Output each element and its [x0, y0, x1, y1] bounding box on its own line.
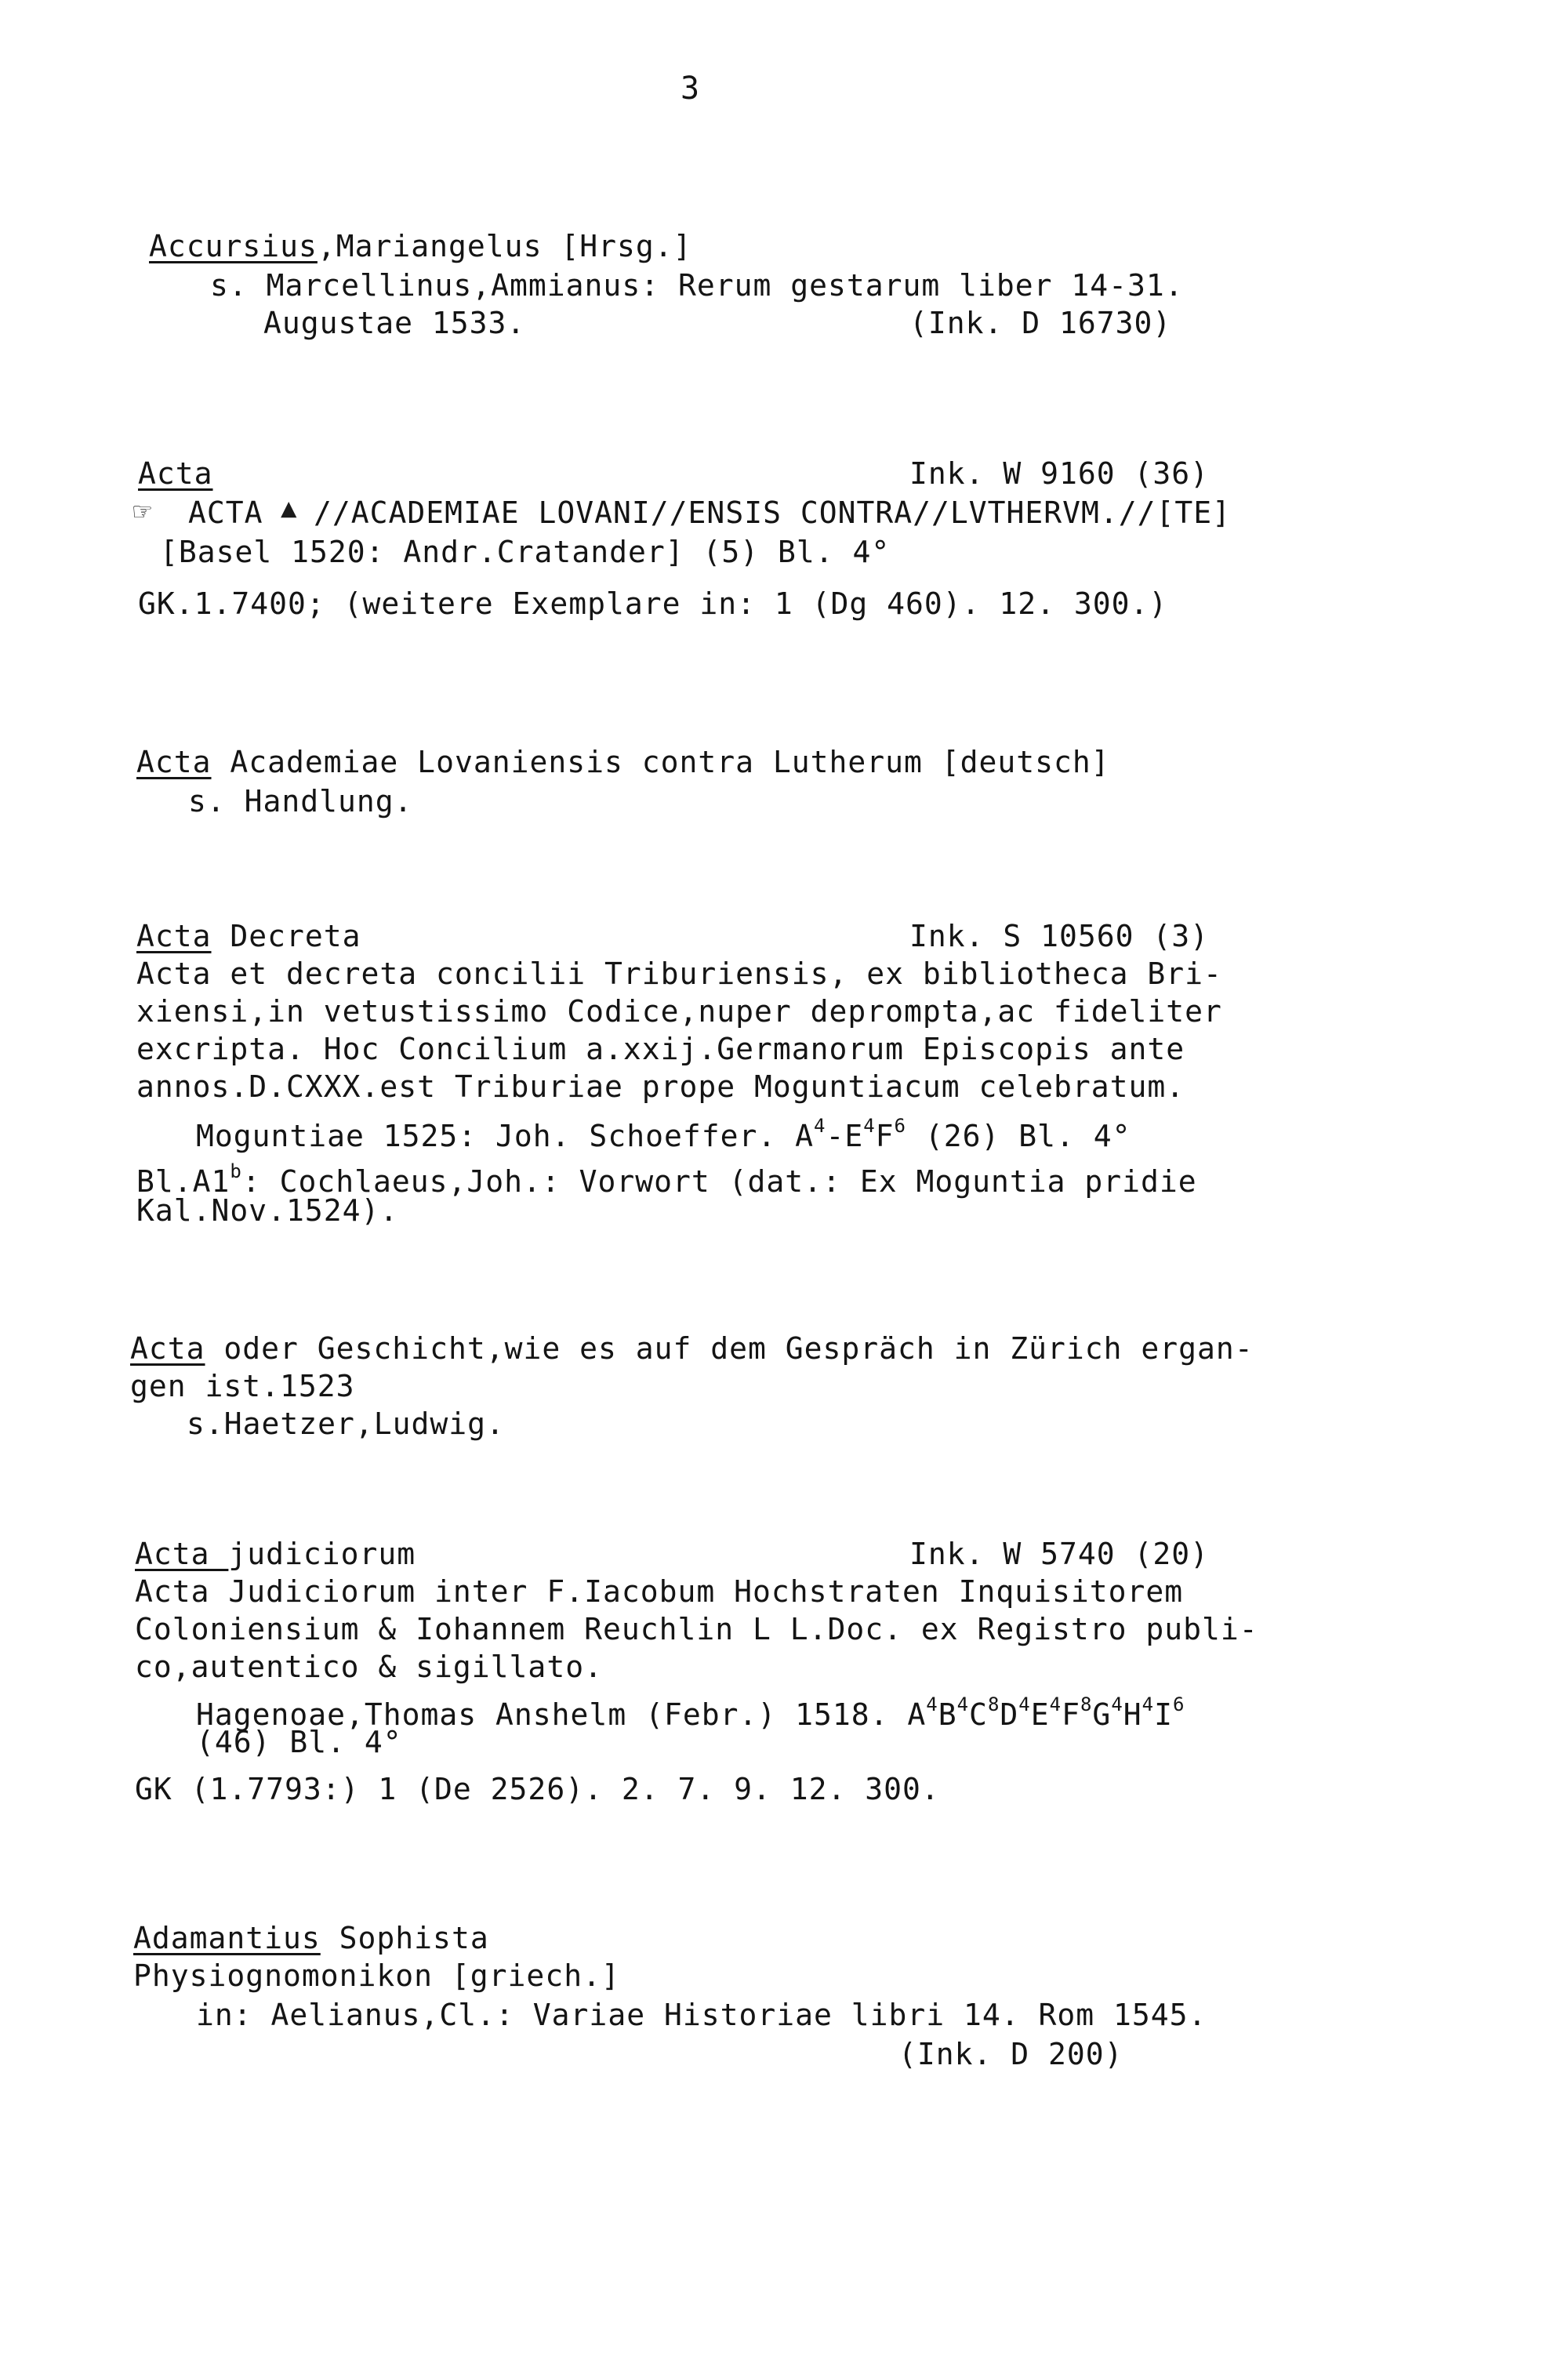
- entry-acta-judiciorum-line-3: co,autentico & sigillato.: [135, 1650, 603, 1684]
- entry-acta-title-rest: //ACADEMIAE LOVANI//ENSIS CONTRA//LVTHERVM.//[TE]: [314, 495, 1232, 530]
- entry-heading-rest: Decreta: [230, 919, 361, 953]
- entry-acta-judiciorum-shelfmark: Ink. W 5740 (20): [909, 1537, 1210, 1571]
- entry-acta-heading: Acta: [138, 456, 213, 491]
- entry-heading: Acta: [136, 919, 212, 953]
- entry-acta-geschicht-line-1: [130, 1330, 1254, 1367]
- entry-acta-academiae-line-1: [136, 743, 1110, 781]
- entry-acta-geschicht-line-2: gen ist.1523: [130, 1369, 355, 1403]
- entry-heading-rest: ,Mariangelus [Hrsg.]: [317, 229, 692, 263]
- entry-acta-judiciorum-line-1: Acta Judiciorum inter F.Iacobum Hochstraten Inquisitorem: [135, 1574, 1184, 1609]
- entry-acta-imprint: [Basel 1520: Andr.Cratander] (5) Bl. 4°: [160, 535, 891, 569]
- entry-acta-decreta-shelfmark: Ink. S 10560 (3): [909, 919, 1210, 953]
- entry-accursius-imprint: Augustae 1533.: [263, 306, 526, 340]
- entry-acta-decreta-line-2: xiensi,in vetustissimo Codice,nuper deprompta,ac fideliter: [136, 994, 1222, 1029]
- entry-acta-judiciorum-collation: (46) Bl. 4°: [196, 1725, 402, 1759]
- ink-blot-icon: ▲: [281, 492, 297, 524]
- entry-acta-decreta-note: Bl.A1$^b$: Cochlaeus,Joh.: Vorwort (dat.: Ex Moguntia pridie: [136, 1160, 1197, 1199]
- entry-heading-rest: Sophista: [339, 1921, 489, 1955]
- entry-title: Academiae Lovaniensis contra Lutherum [deutsch]: [230, 745, 1110, 779]
- entry-adamantius-source: in: Aelianus,Cl.: Variae Historiae libri 14. Rom 1545.: [196, 1998, 1207, 2032]
- entry-acta-geschicht-ref: s.Haetzer,Ludwig.: [187, 1407, 505, 1441]
- entry-acta-judiciorum-line-2: Coloniensium & Iohannem Reuchlin L L.Doc. ex Registro publi-: [135, 1612, 1258, 1646]
- entry-heading: Acta: [130, 1331, 205, 1366]
- entry-acta-decreta-line-1: Acta et decreta concilii Triburiensis, ex bibliotheca Bri-: [136, 956, 1222, 991]
- entry-acta-decreta-note-end: Kal.Nov.1524).: [136, 1193, 399, 1228]
- entry-accursius-shelfmark: (Ink. D 16730): [909, 306, 1172, 340]
- entry-acta-judiciorum-imprint: Hagenoae,Thomas Anshelm (Febr.) 1518. $A^4B^4C^8D^4E^4F^8G^4H^4I^6$: [196, 1693, 1185, 1732]
- entry-accursius-line-2: s. Marcellinus,Ammianus: Rerum gestarum liber 14-31.: [210, 268, 1184, 303]
- entry-heading: Acta: [136, 745, 212, 779]
- entry-acta-decreta-line-3: excripta. Hoc Concilium a.xxij.Germanorum Episcopis ante: [136, 1032, 1185, 1066]
- entry-heading-rest: judiciorum: [228, 1537, 416, 1571]
- entry-heading: Accursius: [149, 229, 318, 263]
- entry-acta-decreta-heading-line: [136, 917, 361, 955]
- handwritten-mark-icon: ☞: [133, 494, 151, 528]
- entry-adamantius-heading-line: [133, 1919, 489, 1957]
- entry-acta-decreta-imprint: Moguntiae 1525: Joh. Schoeffer. $A^4-E^4F^6$ (26) Bl. 4°: [196, 1115, 1131, 1153]
- entry-adamantius-title: Physiognomonikon [griech.]: [133, 1958, 620, 1993]
- entry-heading: Adamantius: [133, 1921, 321, 1955]
- entry-acta-shelfmark: Ink. W 9160 (36): [909, 456, 1210, 491]
- entry-acta-judiciorum-copies: GK (1.7793:) 1 (De 2526). 2. 7. 9. 12. 300.: [135, 1772, 940, 1806]
- entry-accursius-line-1: [149, 227, 691, 265]
- entry-title: oder Geschicht,wie es auf dem Gespräch in Zürich ergan-: [223, 1331, 1254, 1366]
- page-number: 3: [681, 71, 700, 107]
- entry-acta-academiae-ref: s. Handlung.: [188, 784, 413, 819]
- entry-acta-title-start: ACTA: [188, 495, 263, 530]
- entry-acta-judiciorum-heading-line: [135, 1535, 416, 1573]
- entry-acta-decreta-line-4: annos.D.CXXX.est Triburiae prope Moguntiacum celebratum.: [136, 1069, 1185, 1104]
- entry-heading: Acta: [135, 1537, 210, 1571]
- entry-adamantius-shelfmark: (Ink. D 200): [898, 2037, 1123, 2071]
- entry-acta-copies: GK.1.7400; (weitere Exemplare in: 1 (Dg 460). 12. 300.): [138, 586, 1168, 621]
